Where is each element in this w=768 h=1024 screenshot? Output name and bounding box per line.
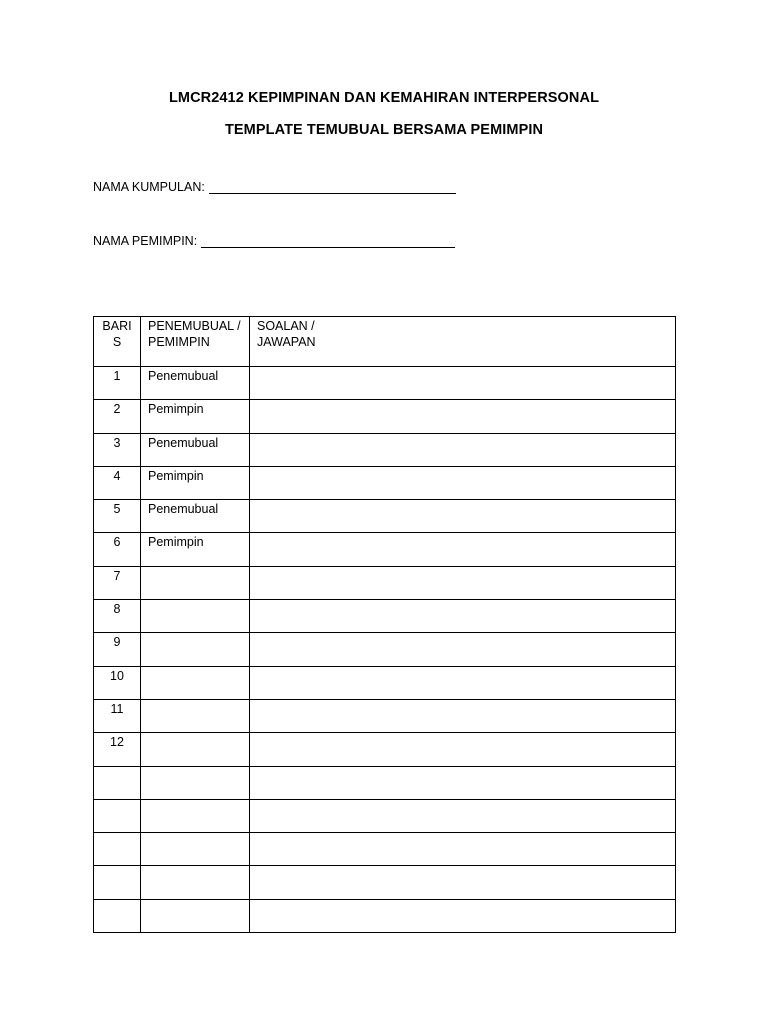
interview-table [93, 316, 676, 933]
leader-name-blank-line [201, 234, 455, 248]
row-number-cell [94, 833, 141, 866]
role-cell[interactable] [141, 699, 250, 732]
group-name-blank-line [209, 180, 456, 194]
document-title: LMCR2412 KEPIMPINAN DAN KEMAHIRAN INTERPERSONAL [168, 90, 600, 106]
table-row [94, 699, 676, 732]
header-row-number-line1: BARI [102, 319, 132, 333]
table-row [94, 500, 676, 533]
role-cell[interactable]: Pemimpin [141, 466, 250, 499]
leader-name-label: NAMA PEMIMPIN: [93, 234, 198, 248]
table-row [94, 367, 676, 400]
row-number-cell: 2 [94, 400, 141, 433]
table-row [94, 533, 676, 566]
table-row [94, 600, 676, 633]
question-answer-cell[interactable] [250, 833, 676, 866]
role-cell[interactable] [141, 899, 250, 932]
header-question-answer [250, 317, 676, 367]
row-number-cell [94, 766, 141, 799]
row-number-cell: 8 [94, 600, 141, 633]
question-answer-cell[interactable] [250, 899, 676, 932]
table-row [94, 633, 676, 666]
leader-name-field [93, 234, 455, 248]
table-row [94, 433, 676, 466]
table-row [94, 666, 676, 699]
row-number-cell: 4 [94, 466, 141, 499]
table-row [94, 466, 676, 499]
role-cell[interactable]: Pemimpin [141, 533, 250, 566]
question-answer-cell[interactable] [250, 566, 676, 599]
row-number-cell: 7 [94, 566, 141, 599]
role-cell[interactable] [141, 600, 250, 633]
role-cell[interactable] [141, 833, 250, 866]
role-cell[interactable] [141, 799, 250, 832]
table-header-row [94, 317, 676, 367]
row-number-cell: 6 [94, 533, 141, 566]
role-cell[interactable] [141, 866, 250, 899]
question-answer-cell[interactable] [250, 533, 676, 566]
role-cell[interactable] [141, 666, 250, 699]
row-number-cell: 12 [94, 733, 141, 766]
role-cell[interactable] [141, 566, 250, 599]
table-row [94, 733, 676, 766]
table-row [94, 400, 676, 433]
question-answer-cell[interactable] [250, 433, 676, 466]
role-cell[interactable]: Penemubual [141, 433, 250, 466]
question-answer-cell[interactable] [250, 600, 676, 633]
role-cell[interactable]: Penemubual [141, 367, 250, 400]
question-answer-cell[interactable] [250, 799, 676, 832]
row-number-cell: 11 [94, 699, 141, 732]
role-cell[interactable] [141, 733, 250, 766]
role-cell[interactable] [141, 633, 250, 666]
row-number-cell [94, 799, 141, 832]
question-answer-cell[interactable] [250, 500, 676, 533]
header-row-number [94, 317, 141, 367]
question-answer-cell[interactable] [250, 699, 676, 732]
question-answer-cell[interactable] [250, 466, 676, 499]
document-subtitle: TEMPLATE TEMUBUAL BERSAMA PEMIMPIN [224, 122, 544, 138]
question-answer-cell[interactable] [250, 400, 676, 433]
table-body [94, 367, 676, 933]
question-answer-cell[interactable] [250, 367, 676, 400]
table-row [94, 866, 676, 899]
question-answer-cell[interactable] [250, 866, 676, 899]
header-qa-line1: SOALAN / [257, 319, 315, 333]
row-number-cell: 10 [94, 666, 141, 699]
header-role-line1: PENEMUBUAL / [148, 319, 241, 333]
row-number-cell [94, 899, 141, 932]
group-name-field [93, 180, 456, 194]
question-answer-cell[interactable] [250, 633, 676, 666]
question-answer-cell[interactable] [250, 666, 676, 699]
group-name-label: NAMA KUMPULAN: [93, 180, 205, 194]
role-cell[interactable]: Pemimpin [141, 400, 250, 433]
header-role-line2: PEMIMPIN [148, 335, 210, 349]
role-cell[interactable] [141, 766, 250, 799]
table-row [94, 766, 676, 799]
row-number-cell: 9 [94, 633, 141, 666]
table-row [94, 833, 676, 866]
table-row [94, 899, 676, 932]
role-cell[interactable]: Penemubual [141, 500, 250, 533]
table-row [94, 566, 676, 599]
header-role [141, 317, 250, 367]
question-answer-cell[interactable] [250, 733, 676, 766]
header-row-number-line2: S [112, 335, 122, 349]
row-number-cell [94, 866, 141, 899]
row-number-cell: 5 [94, 500, 141, 533]
header-qa-line2: JAWAPAN [257, 335, 316, 349]
question-answer-cell[interactable] [250, 766, 676, 799]
row-number-cell: 3 [94, 433, 141, 466]
row-number-cell: 1 [94, 367, 141, 400]
table-row [94, 799, 676, 832]
